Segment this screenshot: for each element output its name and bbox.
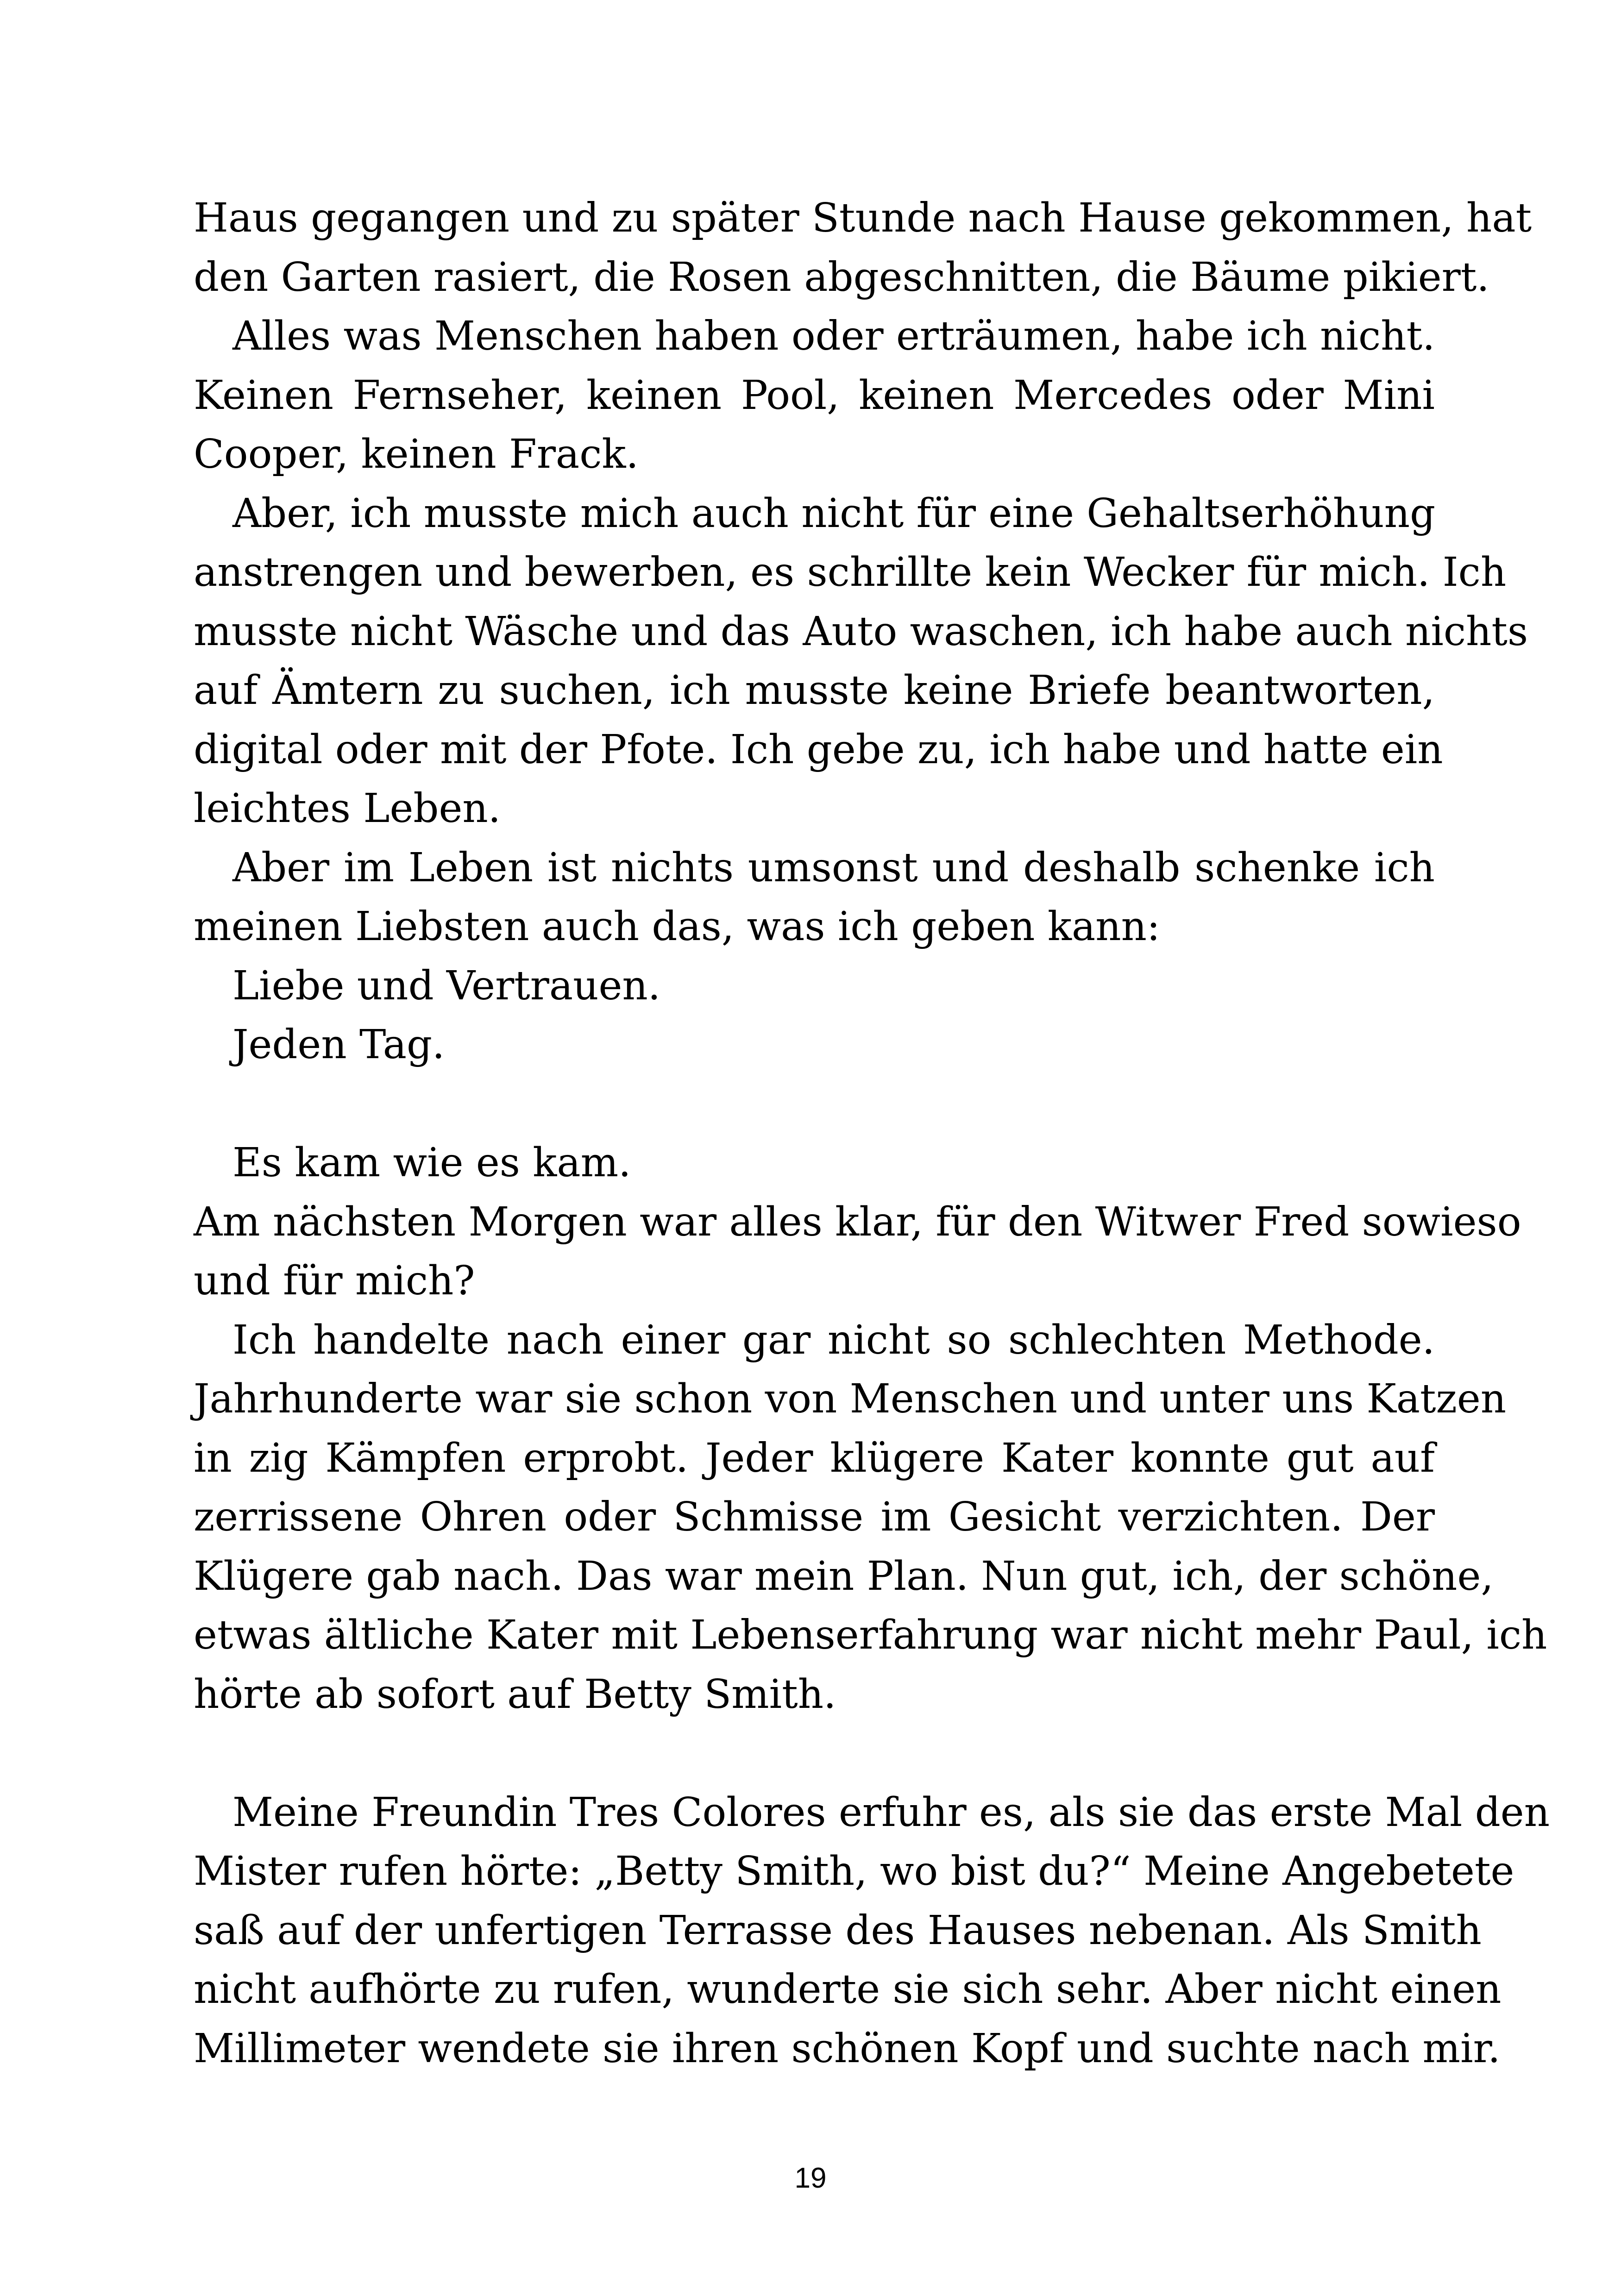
text-line: in zig Kämpfen erprobt. Jeder klügere Kater konnte gut auf (194, 1435, 1435, 1481)
text-line: Ich handelte nach einer gar nicht so schlechten Methode. (232, 1317, 1435, 1363)
text-line: anstrengen und bewerben, es schrillte kein Wecker für mich. Ich (194, 549, 1507, 596)
text-line: Aber, ich musste mich auch nicht für eine Gehaltserhöhung (232, 490, 1436, 537)
text-line: hörte ab sofort auf Betty Smith. (194, 1671, 836, 1718)
text-line: Cooper, keinen Frack. (194, 431, 639, 477)
text-line: Jahrhunderte war sie schon von Menschen und unter uns Katzen (194, 1376, 1507, 1422)
text-line: Klügere gab nach. Das war mein Plan. Nun gut, ich, der schöne, (194, 1553, 1494, 1600)
text-line: nicht aufhörte zu rufen, wunderte sie sich sehr. Aber nicht einen (194, 1966, 1502, 2013)
text-line: Es kam wie es kam. (232, 1140, 631, 1186)
text-line: Alles was Menschen haben oder erträumen, habe ich nicht. (232, 313, 1435, 359)
text-line: auf Ämtern zu suchen, ich musste keine Briefe beantworten, (194, 667, 1435, 714)
paragraph-gap (194, 1724, 1435, 1783)
page-number: 19 (794, 2162, 827, 2194)
text-line: leichtes Leben. (194, 785, 501, 832)
text-line: zerrissene Ohren oder Schmisse im Gesicht verzichten. Der (194, 1494, 1435, 1540)
text-line: und für mich? (194, 1258, 475, 1304)
text-line: Haus gegangen und zu später Stunde nach Hause gekommen, hat (194, 195, 1532, 241)
text-line: meinen Liebsten auch das, was ich geben kann: (194, 903, 1161, 950)
text-line: musste nicht Wäsche und das Auto waschen, ich habe auch nichts (194, 608, 1528, 655)
text-line: Meine Freundin Tres Colores erfuhr es, als sie das erste Mal den (232, 1789, 1550, 1836)
text-line: digital oder mit der Pfote. Ich gebe zu, ich habe und hatte ein (194, 726, 1443, 773)
text-line: saß auf der unfertigen Terrasse des Hauses nebenan. Als Smith (194, 1907, 1482, 1954)
text-line: Millimeter wendete sie ihren schönen Kopf und suchte nach mir. (194, 2025, 1501, 2072)
text-line: Am nächsten Morgen war alles klar, für den Witwer Fred sowieso (194, 1198, 1521, 1245)
text-line: Jeden Tag. (232, 1022, 445, 1068)
text-line: Keinen Fernseher, keinen Pool, keinen Mercedes oder Mini (194, 372, 1435, 419)
text-line: etwas ältliche Kater mit Lebenserfahrung war nicht mehr Paul, ich (194, 1612, 1547, 1658)
text-line: den Garten rasiert, die Rosen abgeschnitten, die Bäume pikiert. (194, 254, 1489, 301)
text-line: Liebe und Vertrauen. (232, 962, 661, 1009)
text-line: Mister rufen hörte: „Betty Smith, wo bist du?“ Meine Angebetete (194, 1848, 1514, 1895)
text-line: Aber im Leben ist nichts umsonst und deshalb schenke ich (232, 844, 1435, 891)
paragraph-gap (194, 1075, 1435, 1134)
body-text (194, 189, 1550, 2078)
